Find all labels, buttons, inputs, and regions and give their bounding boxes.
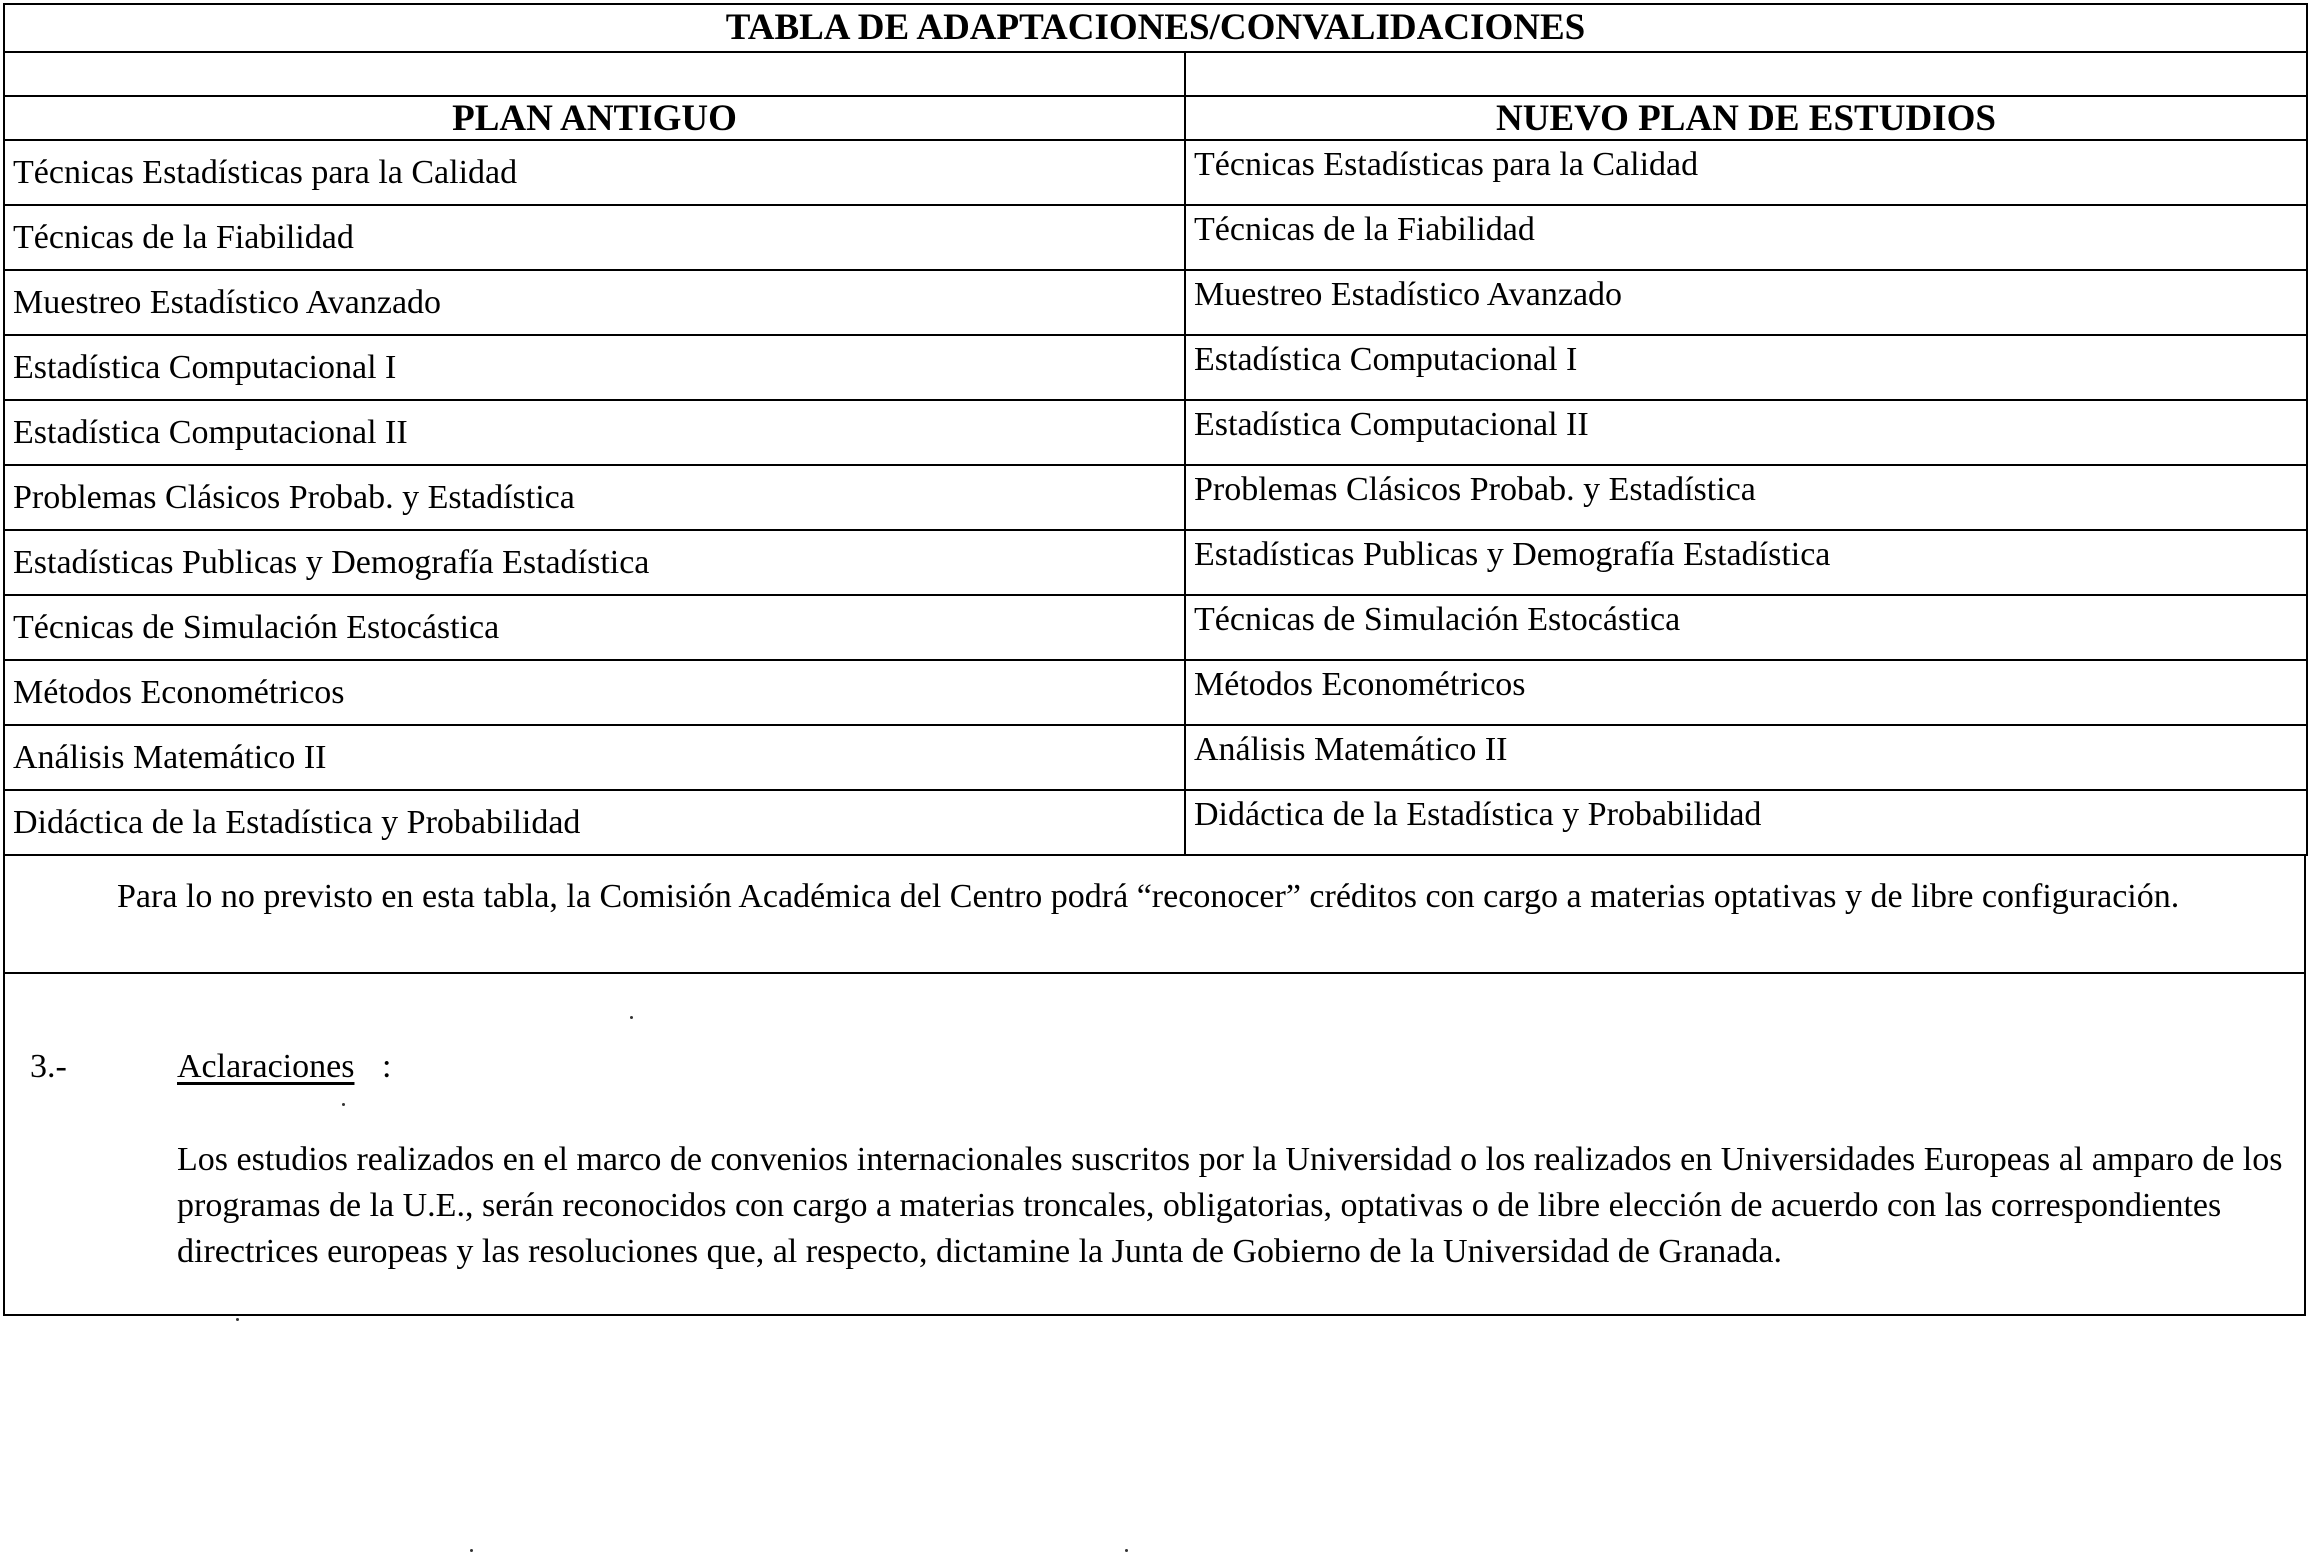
section-number: 3.- <box>30 1048 67 1085</box>
new-subject-cell: Estadística Computacional I <box>1185 335 2307 400</box>
scan-speck <box>342 1103 345 1106</box>
new-subject-cell: Técnicas de Simulación Estocástica <box>1185 595 2307 660</box>
adaptations-table <box>3 3 2308 856</box>
table-note <box>3 856 2306 974</box>
old-subject-cell: Didáctica de la Estadística y Probabilidad <box>4 790 1185 855</box>
old-subject-cell: Análisis Matemático II <box>4 725 1185 790</box>
document-page <box>3 3 2306 1316</box>
header-nuevo-plan: NUEVO PLAN DE ESTUDIOS <box>1185 96 2307 140</box>
blank-cell-left <box>4 52 1185 96</box>
old-subject-cell: Técnicas Estadísticas para la Calidad <box>4 140 1185 205</box>
old-subject-cell: Métodos Econométricos <box>4 660 1185 725</box>
blank-cell-right <box>1185 52 2307 96</box>
table-row <box>4 530 2307 595</box>
scan-speck <box>630 1016 633 1019</box>
header-plan-antiguo: PLAN ANTIGUO <box>4 96 1185 140</box>
old-subject-cell: Estadística Computacional I <box>4 335 1185 400</box>
table-blank-row <box>4 52 2307 96</box>
table-header-row <box>4 96 2307 140</box>
table-title: TABLA DE ADAPTACIONES/CONVALIDACIONES <box>4 4 2307 52</box>
new-subject-cell: Estadística Computacional II <box>1185 400 2307 465</box>
table-row <box>4 335 2307 400</box>
new-subject-cell: Muestreo Estadístico Avanzado <box>1185 270 2307 335</box>
scan-speck <box>1125 1549 1128 1552</box>
new-subject-cell: Estadísticas Publicas y Demografía Estadística <box>1185 530 2307 595</box>
table-row <box>4 140 2307 205</box>
section-title-text: Aclaraciones <box>177 1048 355 1085</box>
table-row <box>4 595 2307 660</box>
new-subject-cell: Didáctica de la Estadística y Probabilidad <box>1185 790 2307 855</box>
old-subject-cell: Técnicas de la Fiabilidad <box>4 205 1185 270</box>
table-row <box>4 465 2307 530</box>
new-subject-cell: Problemas Clásicos Probab. y Estadística <box>1185 465 2307 530</box>
new-subject-cell: Métodos Econométricos <box>1185 660 2307 725</box>
scan-speck <box>470 1549 473 1552</box>
table-note-text: Para lo no previsto en esta tabla, la Comisión Académica del Centro podrá “reconocer” créditos con cargo a materias optativas y de libre configuración. <box>117 878 2180 915</box>
section-title-colon: : <box>382 1048 392 1085</box>
old-subject-cell: Estadística Computacional II <box>4 400 1185 465</box>
table-row <box>4 270 2307 335</box>
new-subject-cell: Análisis Matemático II <box>1185 725 2307 790</box>
new-subject-cell: Técnicas Estadísticas para la Calidad <box>1185 140 2307 205</box>
old-subject-cell: Técnicas de Simulación Estocástica <box>4 595 1185 660</box>
old-subject-cell: Muestreo Estadístico Avanzado <box>4 270 1185 335</box>
table-row <box>4 660 2307 725</box>
table-row <box>4 400 2307 465</box>
old-subject-cell: Estadísticas Publicas y Demografía Estadística <box>4 530 1185 595</box>
table-row <box>4 205 2307 270</box>
section-aclaraciones <box>3 974 2306 1316</box>
scan-speck <box>236 1318 239 1321</box>
table-row <box>4 790 2307 855</box>
old-subject-cell: Problemas Clásicos Probab. y Estadística <box>4 465 1185 530</box>
section-title <box>177 1044 354 1090</box>
table-row <box>4 725 2307 790</box>
new-subject-cell: Técnicas de la Fiabilidad <box>1185 205 2307 270</box>
table-title-row <box>4 4 2307 52</box>
section-body: Los estudios realizados en el marco de convenios internacionales suscritos por la Universidad o los realizados en Universidades Europeas al amparo de los programas de la U.E., serán reconocidos con cargo a materias troncales, obligatorias, optativas o de libre elección de acuerdo con las correspondientes directrices europeas y las resoluciones que, al respecto, dictamine la Junta de Gobierno de la Universidad de Granada. <box>177 1141 2283 1270</box>
